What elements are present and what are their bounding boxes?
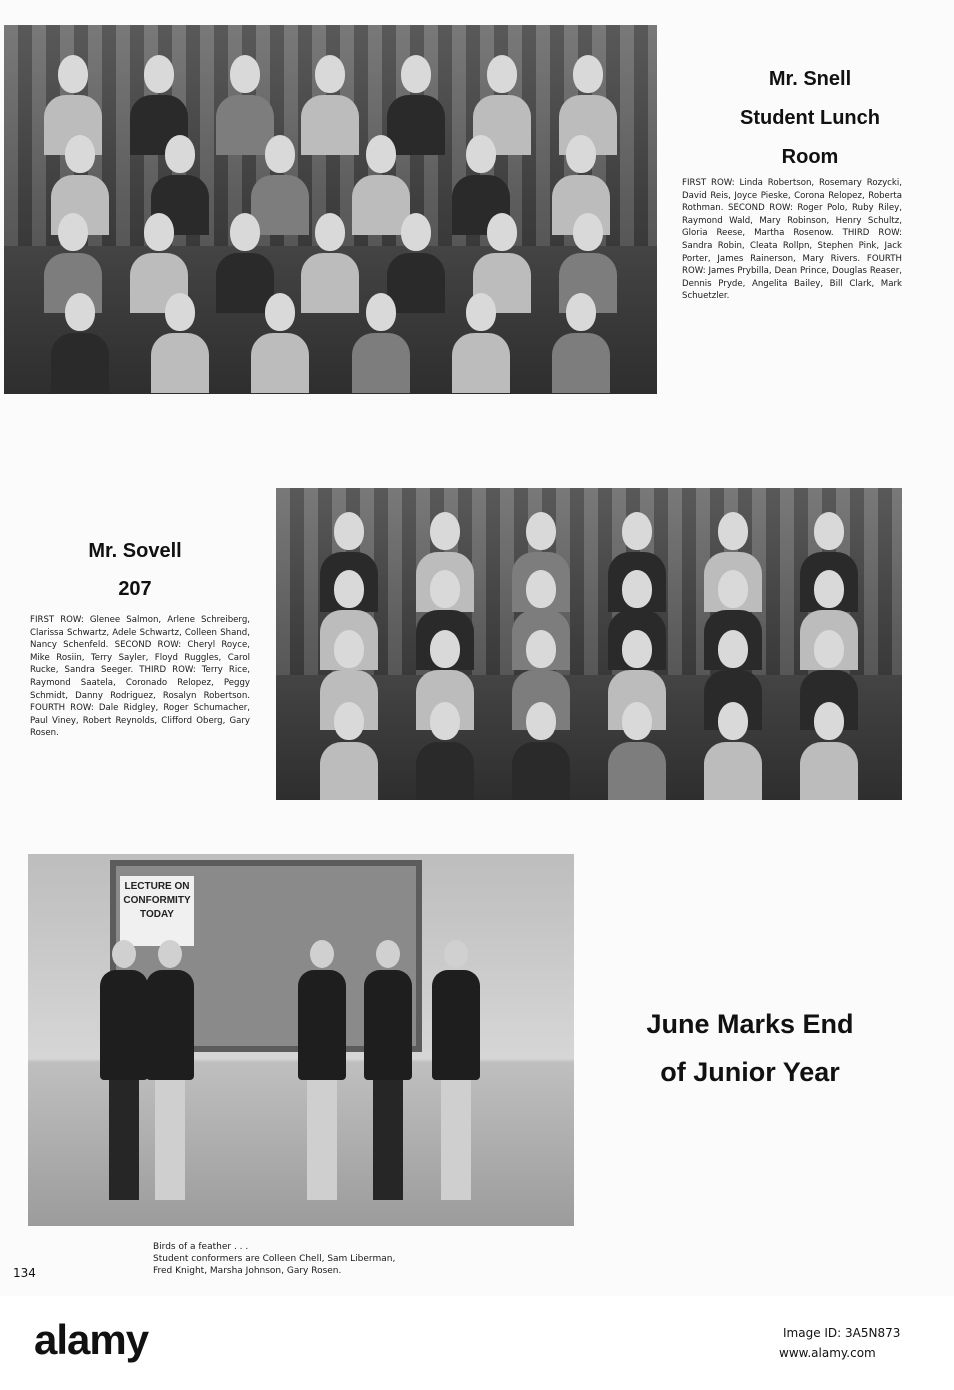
sign-line-3: TODAY — [140, 909, 174, 920]
student-figure — [352, 293, 410, 393]
student-figure — [416, 702, 474, 800]
sovell-title-line-2: 207 — [118, 578, 152, 600]
caption-line-2: Student conformers are Colleen Chell, Sam Liberman, — [153, 1254, 396, 1264]
page-number: 134 — [13, 1266, 36, 1280]
sovell-class-photo — [276, 488, 902, 800]
hallway-caption — [153, 1241, 473, 1277]
student-figure — [432, 940, 480, 1200]
student-figure — [608, 702, 666, 800]
student-figure — [51, 293, 109, 393]
student-figure — [512, 702, 570, 800]
image-id: Image ID: 3A5N873 — [783, 1326, 901, 1340]
student-figure — [298, 940, 346, 1200]
june-headline-line-2: of Junior Year — [660, 1057, 840, 1087]
student-figure — [151, 293, 209, 393]
snell-title — [680, 60, 940, 177]
sovell-title — [40, 532, 230, 608]
site-url: www.alamy.com — [779, 1346, 876, 1360]
sign-line-2: CONFORMITY — [123, 895, 191, 906]
student-figure — [100, 940, 148, 1200]
student-rows — [276, 506, 902, 800]
june-headline — [610, 1000, 890, 1096]
student-figure — [704, 702, 762, 800]
snell-class-photo — [4, 25, 657, 394]
sovell-title-line-1: Mr. Sovell — [88, 540, 182, 562]
hallway-photo — [28, 854, 574, 1226]
student-figure — [452, 293, 510, 393]
brand-logo: alamy — [34, 1316, 149, 1363]
student-rows — [4, 43, 657, 394]
student-figure — [146, 940, 194, 1200]
caption-line-3: Fred Knight, Marsha Johnson, Gary Rosen. — [153, 1266, 342, 1276]
student-figure — [251, 293, 309, 393]
student-figure — [320, 702, 378, 800]
june-headline-line-1: June Marks End — [646, 1009, 854, 1039]
student-figure — [800, 702, 858, 800]
sign-line-1: LECTURE ON — [124, 881, 190, 892]
snell-title-line-3: Room — [781, 146, 839, 168]
snell-title-line-1: Mr. Snell — [768, 68, 852, 90]
student-figure — [364, 940, 412, 1200]
snell-roster: FIRST ROW: Linda Robertson, Rosemary Rozycki, David Reis, Joyce Pieske, Corona Relopez, Roberta Rothman. SECOND ROW: Roger Polo, Ruby Riley, Raymond Wald, Mary Robinson, Henry Schultz, Gloria Reese, Martha Rosenow. THIRD ROW: Sandra Robin, Cleata Rollpn, Stephen Pink, Jack Porter, James Rainerson, Mary Rivers. FOURTH ROW: James Prybilla, Dean Prince, Douglas Reaser, Dennis Pryde, Angelita Bailey, Bill Clark, Mark Schuetzler. — [682, 178, 902, 302]
conformity-sign — [120, 876, 194, 946]
sovell-roster: FIRST ROW: Glenee Salmon, Arlene Schreiberg, Clarissa Schwartz, Adele Schwartz, Colleen Shand, Nancy Schenfeld. SECOND ROW: Cheryl Royce, Mike Rosiin, Terry Sayler, Floyd Ruggles, Carol Rucke, Sandra Seeger. THIRD ROW: Terry Rice, Raymond Saatela, Coronado Relopez, Peggy Schmidt, Danny Rodriguez, Rosalyn Robertson. FOURTH ROW: Dale Ridgley, Roger Schumacher, Paul Viney, Robert Reynolds, Clifford Oberg, Gary Rosen. — [30, 615, 250, 739]
caption-line-1: Birds of a feather . . . — [153, 1242, 249, 1252]
student-figure — [552, 293, 610, 393]
snell-title-line-2: Student Lunch — [740, 107, 880, 129]
